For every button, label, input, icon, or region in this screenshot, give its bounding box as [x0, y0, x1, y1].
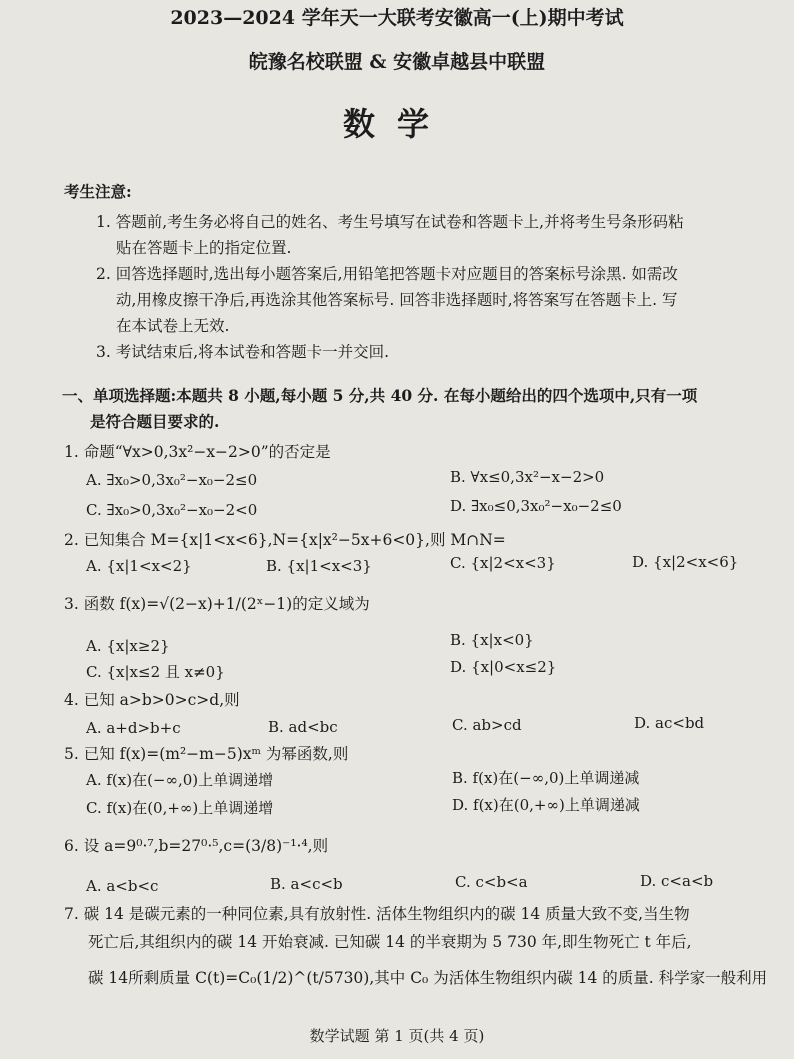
question-6-stem: 6. 设 a=9⁰·⁷,b=27⁰·⁵,c=(3/8)⁻¹·⁴,则 [64, 837, 329, 855]
q4-option-c: C. ab>cd [452, 716, 522, 734]
subject-title: 数学 [342, 105, 451, 143]
q6-option-b: B. a<c<b [270, 875, 343, 893]
page-footer: 数学试题 第 1 页(共 4 页) [309, 1027, 485, 1045]
q1-option-d: D. ∃x₀≤0,3x₀²−x₀−2≤0 [450, 497, 622, 515]
notice-line: 在本试卷上无效. [116, 317, 230, 335]
section-heading: 一、单项选择题:本题共 8 小题,每小题 5 分,共 40 分. 在每小题给出的四个选项中,只有一项 [62, 386, 698, 405]
question-7-line: 碳 14所剩质量 C(t)=C₀(1/2)^(t/5730),其中 C₀ 为活体生物组织内碳 14 的质量. 科学家一般利用 [88, 969, 768, 987]
q1-option-b: B. ∀x≤0,3x²−x−2>0 [450, 468, 605, 486]
q3-option-b: B. {x|x<0} [450, 631, 534, 649]
q3-option-d: D. {x|0<x≤2} [450, 658, 557, 676]
notice-line: 贴在答题卡上的指定位置. [116, 239, 292, 257]
exam-header-title: 2023—2024 学年天一大联考安徽高一(上)期中考试 [170, 7, 624, 29]
q1-option-c: C. ∃x₀>0,3x₀²−x₀−2<0 [86, 501, 258, 519]
q6-option-c: C. c<b<a [455, 873, 528, 891]
notice-title: 考生注意: [64, 182, 132, 201]
q2-option-d: D. {x|2<x<6} [632, 553, 739, 571]
q3-option-a: A. {x|x≥2} [86, 637, 170, 655]
q5-option-b: B. f(x)在(−∞,0)上单调递减 [452, 769, 640, 787]
q6-option-d: D. c<a<b [640, 872, 714, 890]
section-heading-cont: 是符合题目要求的. [90, 412, 220, 431]
notice-line: 3. 考试结束后,将本试卷和答题卡一并交回. [96, 343, 390, 361]
question-7-line: 7. 碳 14 是碳元素的一种同位素,具有放射性. 活体生物组织内的碳 14 质量大致不变,当生物 [64, 905, 690, 923]
q6-option-a: A. a<b<c [86, 877, 159, 895]
q2-option-b: B. {x|1<x<3} [266, 557, 372, 575]
question-4-stem: 4. 已知 a>b>0>c>d,则 [64, 691, 240, 709]
question-7-line: 死亡后,其组织内的碳 14 开始衰减. 已知碳 14 的半衰期为 5 730 年,即生物死亡 t 年后, [88, 933, 692, 951]
question-1-stem: 1. 命题“∀x>0,3x²−x−2>0”的否定是 [64, 443, 331, 461]
q3-option-c: C. {x|x≤2 且 x≠0} [86, 663, 225, 681]
q4-option-d: D. ac<bd [634, 714, 705, 732]
q2-option-c: C. {x|2<x<3} [450, 554, 556, 572]
q2-option-a: A. {x|1<x<2} [86, 557, 192, 575]
notice-line: 动,用橡皮擦干净后,再选涂其他答案标号. 回答非选择题时,将答案写在答题卡上. 写 [116, 291, 678, 309]
q5-option-c: C. f(x)在(0,+∞)上单调递增 [86, 799, 274, 817]
q5-option-d: D. f(x)在(0,+∞)上单调递减 [452, 796, 640, 814]
q4-option-a: A. a+d>b+c [86, 719, 181, 737]
exam-header-alliance: 皖豫名校联盟 & 安徽卓越县中联盟 [248, 51, 546, 73]
question-5-stem: 5. 已知 f(x)=(m²−m−5)xᵐ 为幂函数,则 [64, 745, 349, 763]
q4-option-b: B. ad<bc [268, 718, 338, 736]
notice-line: 2. 回答选择题时,选出每小题答案后,用铅笔把答题卡对应题目的答案标号涂黑. 如需改 [96, 265, 678, 283]
question-3-stem: 3. 函数 f(x)=√(2−x)+1/(2ˣ−1)的定义域为 [64, 595, 370, 613]
q5-option-a: A. f(x)在(−∞,0)上单调递增 [86, 771, 274, 789]
question-2-stem: 2. 已知集合 M={x|1<x<6},N={x|x²−5x+6<0},则 M∩N= [64, 531, 506, 549]
q1-option-a: A. ∃x₀>0,3x₀²−x₀−2≤0 [86, 471, 258, 489]
notice-line: 1. 答题前,考生务必将自己的姓名、考生号填写在试卷和答题卡上,并将考生号条形码粘 [96, 213, 684, 231]
